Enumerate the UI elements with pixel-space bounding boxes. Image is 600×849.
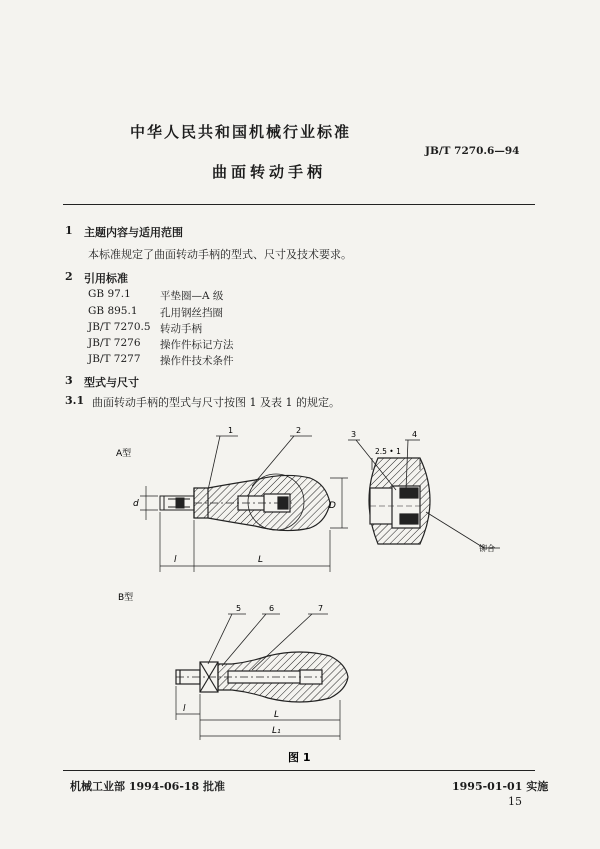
organization-title: 中华人民共和国机械行业标准 (130, 123, 352, 141)
dim-D: D (329, 501, 336, 511)
callout-5: 5 (236, 604, 242, 613)
detail-view (369, 458, 430, 544)
ref-name: 转动手柄 (160, 323, 202, 335)
document-title: 曲面转动手柄 (212, 163, 327, 181)
section-2-number: 2 (65, 270, 73, 283)
ref-code: GB 895.1 (88, 305, 138, 317)
section-2-heading: 引用标准 (84, 272, 128, 285)
ref-code: JB/T 7277 (88, 353, 141, 365)
ref-code: GB 97.1 (88, 288, 131, 300)
section-1-body: 本标准规定了曲面转动手柄的型式、尺寸及技术要求。 (88, 248, 352, 261)
type-b-label: B型 (118, 593, 134, 603)
dim-d: d (133, 499, 139, 509)
type-b-handle (176, 652, 348, 702)
callout-7: 7 (318, 604, 324, 613)
dim-l: l (174, 555, 177, 565)
footer-rule (63, 770, 535, 771)
callout-1: 1 (228, 426, 234, 435)
callout-4: 4 (412, 430, 418, 439)
detail-dimension: 2.5 • 1 (375, 447, 401, 456)
section-3-1-number: 3.1 (65, 394, 85, 407)
callout-6: 6 (269, 604, 275, 613)
ref-name: 操作件技术条件 (160, 355, 234, 367)
callout-2: 2 (296, 426, 302, 435)
ref-code: JB/T 7276 (88, 337, 141, 349)
figure-caption: 图 1 (288, 751, 311, 764)
section-1-number: 1 (65, 224, 73, 237)
page-number: 15 (508, 795, 522, 808)
standard-code: JB/T 7270.6—94 (425, 145, 520, 157)
ref-code: JB/T 7270.5 (88, 321, 151, 333)
dim-l-b: l (183, 704, 186, 714)
section-3-heading: 型式与尺寸 (84, 376, 139, 389)
approval-text: 机械工业部 1994-06-18 批准 (70, 780, 226, 793)
dim-L-b: L (274, 710, 280, 720)
dim-L1-b: L₁ (272, 726, 281, 736)
callout-3: 3 (351, 430, 357, 439)
type-a-stud (160, 496, 194, 510)
ref-name: 平垫圈—A 级 (160, 290, 224, 302)
section-3-1-body: 曲面转动手柄的型式与尺寸按图 1 及表 1 的规定。 (92, 396, 340, 409)
implementation-text: 1995-01-01 实施 (452, 780, 549, 793)
type-a-label: A型 (116, 449, 132, 459)
section-1-heading: 主题内容与适用范围 (84, 226, 183, 239)
type-a-handle (194, 475, 330, 530)
rivet-label: 铆合 (479, 544, 495, 553)
ref-name: 孔用钢丝挡圈 (160, 307, 223, 319)
ref-name: 操作件标记方法 (160, 339, 234, 351)
dim-L: L (258, 555, 264, 565)
section-3-number: 3 (65, 374, 73, 387)
